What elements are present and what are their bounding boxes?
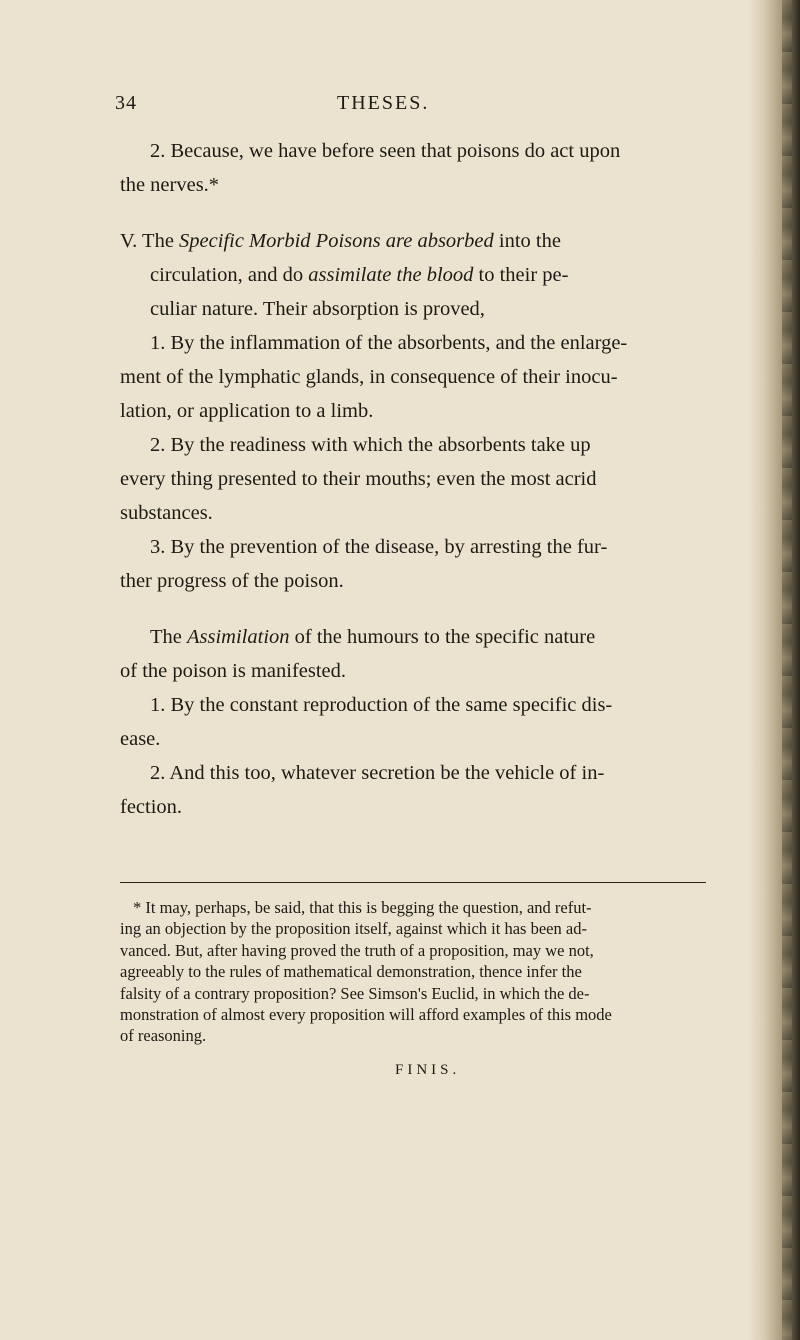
text-line: fection. (120, 796, 183, 818)
section-v-start: V. The (120, 230, 174, 252)
text-line: the nerves.* (120, 174, 220, 196)
italic-word: Assimilation (187, 626, 290, 648)
text-line: lation, or application to a limb. (120, 400, 374, 422)
binding-edge-texture (782, 0, 792, 1340)
text-line: 2. And this too, whatever secretion be the vehicle of in- (150, 762, 605, 784)
running-title: THESES. (337, 92, 430, 114)
binding-edge (748, 0, 800, 1340)
footnote-line: vanced. But, after having proved the truth of a proposition, may we not, (120, 941, 594, 960)
text-line (150, 620, 595, 654)
text-fragment: to their pe- (478, 264, 569, 286)
footnote-line: ing an objection by the proposition itself, against which it has been ad- (120, 919, 587, 938)
page-number: 34 (115, 92, 137, 114)
text-line: ease. (120, 728, 161, 750)
text-line: 2. Because, we have before seen that poisons do act upon (150, 140, 621, 162)
text-line: 2. By the readiness with which the absorbents take up (150, 434, 591, 456)
italic-word: are (385, 230, 413, 252)
text-line: every thing presented to their mouths; even the most acrid (120, 468, 597, 490)
text-line: 1. By the inflammation of the absorbents, and the enlarge- (150, 332, 628, 354)
footnote-divider (120, 882, 706, 883)
footnote-line: of reasoning. (120, 1026, 207, 1045)
italic-phrase: Specific Morbid Poisons (179, 230, 381, 252)
footnote-line: monstration of almost every proposition will afford examples of this mode (120, 1005, 612, 1024)
footnote-line: * It may, perhaps, be said, that this is begging the question, and refut- (133, 898, 592, 917)
text-line: 1. By the constant reproduction of the same specific dis- (150, 694, 613, 716)
text-fragment: of the humours to the specific nature (294, 626, 596, 648)
text-line: 3. By the prevention of the disease, by arresting the fur- (150, 536, 608, 558)
text-line (120, 224, 561, 258)
text-line: ther progress of the poison. (120, 570, 344, 592)
text-fragment: into the (498, 230, 561, 252)
text-line: substances. (120, 502, 213, 524)
footnote-line: falsity of a contrary proposition? See Simson's Euclid, in which the de- (120, 984, 590, 1003)
italic-word: absorbed (417, 230, 494, 252)
text-line: ment of the lymphatic glands, in consequence of their inocu- (120, 366, 618, 388)
text-line (150, 258, 568, 292)
footnote-line: agreeably to the rules of mathematical demonstration, thence infer the (120, 962, 582, 981)
running-header (115, 92, 429, 115)
text-line: culiar nature. Their absorption is proved, (150, 298, 485, 320)
text-line: of the poison is manifested. (120, 660, 347, 682)
text-fragment: circulation, and do (150, 264, 304, 286)
text-fragment: The (150, 626, 182, 648)
italic-phrase: assimilate the blood (308, 264, 474, 286)
finis-mark: FINIS. (395, 1062, 461, 1078)
